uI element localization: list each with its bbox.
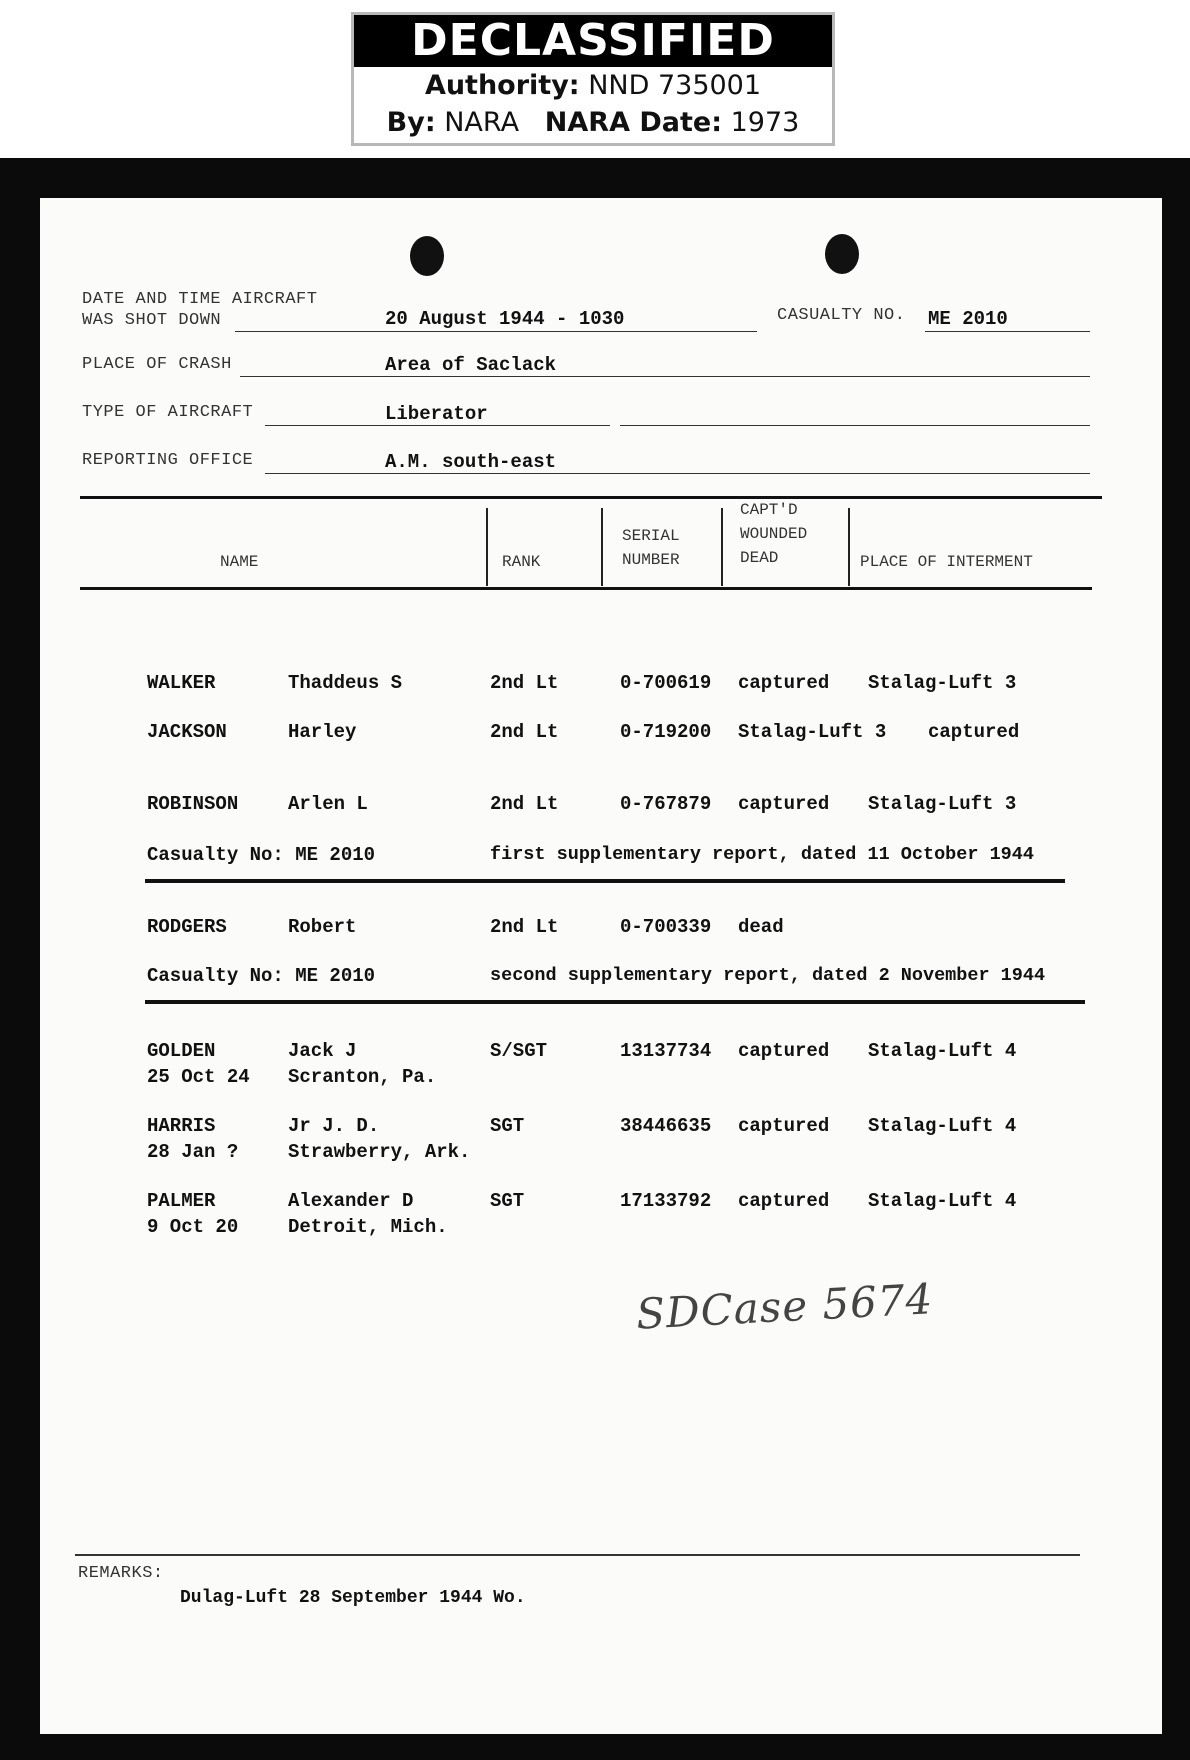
row-serial: 17133792	[620, 1190, 712, 1212]
col-divider-serial	[601, 508, 603, 586]
row-rank: 2nd Lt	[490, 672, 559, 694]
row-surname: HARRIS	[147, 1115, 216, 1137]
row-serial: 0-700619	[620, 672, 712, 694]
row-note: 28 Jan ?	[147, 1141, 239, 1163]
row-surname: JACKSON	[147, 721, 227, 743]
header-name: NAME	[220, 553, 259, 571]
row-rank: 2nd Lt	[490, 916, 559, 938]
office-label: REPORTING OFFICE	[82, 451, 254, 470]
row-serial: 13137734	[620, 1040, 712, 1062]
row-status: Stalag-Luft 3	[738, 721, 887, 743]
row-home: Scranton, Pa.	[288, 1066, 437, 1088]
stamp-by-label: By:	[386, 107, 436, 138]
remarks-label: REMARKS:	[78, 1564, 164, 1583]
stamp-date-label: NARA Date:	[544, 107, 723, 138]
row-surname: GOLDEN	[147, 1040, 216, 1062]
stamp-authority-label: Authority:	[424, 70, 580, 101]
row-status: dead	[738, 916, 784, 938]
row-surname: WALKER	[147, 672, 216, 694]
row-place: Stalag-Luft 3	[868, 793, 1017, 815]
place-label: PLACE OF CRASH	[82, 355, 232, 374]
row-rank: 2nd Lt	[490, 721, 559, 743]
row-given: Robert	[288, 916, 357, 938]
scanned-document	[0, 158, 1190, 1760]
document-sheet	[40, 198, 1162, 1734]
row-surname: RODGERS	[147, 916, 227, 938]
header-place: PLACE OF INTERMENT	[860, 553, 1033, 571]
row-place: Stalag-Luft 4	[868, 1040, 1017, 1062]
row-status: captured	[738, 793, 830, 815]
supplement1-casualty: Casualty No: ME 2010	[147, 844, 376, 866]
declassified-stamp	[351, 12, 835, 146]
row-home: Strawberry, Ark.	[288, 1141, 471, 1163]
row-note: 9 Oct 20	[147, 1216, 239, 1238]
type-label: TYPE OF AIRCRAFT	[82, 403, 254, 422]
place-value: Area of Saclack	[385, 354, 557, 376]
office-underline	[265, 473, 1090, 474]
row-given: Alexander D	[288, 1190, 414, 1212]
col-divider-place	[848, 508, 850, 586]
row-surname: ROBINSON	[147, 793, 239, 815]
row-status: captured	[738, 1040, 830, 1062]
row-status: captured	[738, 1190, 830, 1212]
table-top-rule	[80, 496, 1102, 499]
table-header-rule	[80, 587, 1092, 590]
row-given: Harley	[288, 721, 357, 743]
row-rank: 2nd Lt	[490, 793, 559, 815]
type-value: Liberator	[385, 403, 488, 425]
place-underline	[240, 376, 1090, 377]
row-place: Stalag-Luft 3	[868, 672, 1017, 694]
row-given: Jr J. D.	[288, 1115, 380, 1137]
stamp-by-date	[354, 104, 832, 141]
punch-hole-left	[410, 236, 444, 276]
punch-hole-right	[825, 234, 859, 274]
row-serial: 38446635	[620, 1115, 712, 1137]
row-rank: SGT	[490, 1115, 525, 1137]
casualty-label: CASUALTY NO.	[777, 306, 906, 325]
col-divider-status	[721, 508, 723, 586]
row-home: Detroit, Mich.	[288, 1216, 448, 1238]
row-note: 25 Oct 24	[147, 1066, 250, 1088]
row-surname: PALMER	[147, 1190, 216, 1212]
row-given: Arlen L	[288, 793, 368, 815]
supplement2-text: second supplementary report, dated 2 November 1944	[490, 965, 1046, 986]
row-rank: SGT	[490, 1190, 525, 1212]
supplement2-rule	[145, 1000, 1085, 1004]
row-given: Jack J	[288, 1040, 357, 1062]
type-underline	[265, 425, 610, 426]
office-value: A.M. south-east	[385, 451, 557, 473]
row-status: captured	[738, 672, 830, 694]
col-divider-rank	[486, 508, 488, 586]
stamp-heading: DECLASSIFIED	[354, 15, 832, 67]
casualty-underline	[925, 331, 1090, 332]
date-value: 20 August 1944 - 1030	[385, 308, 625, 330]
header-rank: RANK	[502, 553, 541, 571]
remarks-rule	[75, 1554, 1080, 1556]
casualty-value: ME 2010	[928, 308, 1008, 330]
stamp-authority	[354, 67, 832, 104]
header-serial: SERIAL NUMBER	[622, 527, 680, 569]
supplement1-rule	[145, 879, 1065, 883]
stamp-date-value: 1973	[730, 107, 800, 138]
header-status: CAPT'D WOUNDED DEAD	[740, 501, 808, 567]
row-place: Stalag-Luft 4	[868, 1190, 1017, 1212]
supplement1-text: first supplementary report, dated 11 October 1944	[490, 844, 1034, 865]
row-rank: S/SGT	[490, 1040, 548, 1062]
row-given: Thaddeus S	[288, 672, 403, 694]
supplement2-casualty: Casualty No: ME 2010	[147, 965, 376, 987]
remarks-text: Dulag-Luft 28 September 1944 Wo.	[180, 1588, 526, 1608]
stamp-authority-value: NND 735001	[588, 70, 762, 101]
row-place: captured	[928, 721, 1020, 743]
date-label-line1: DATE AND TIME AIRCRAFT	[82, 290, 318, 309]
stamp-by-value: NARA	[444, 107, 520, 138]
handwritten-case-number: SDCase 5674	[634, 1274, 935, 1339]
row-serial: 0-719200	[620, 721, 712, 743]
row-place: Stalag-Luft 4	[868, 1115, 1017, 1137]
date-underline	[235, 331, 757, 332]
type-underline-2	[620, 425, 1090, 426]
row-serial: 0-700339	[620, 916, 712, 938]
row-status: captured	[738, 1115, 830, 1137]
date-label-line2: WAS SHOT DOWN	[82, 311, 222, 330]
row-serial: 0-767879	[620, 793, 712, 815]
